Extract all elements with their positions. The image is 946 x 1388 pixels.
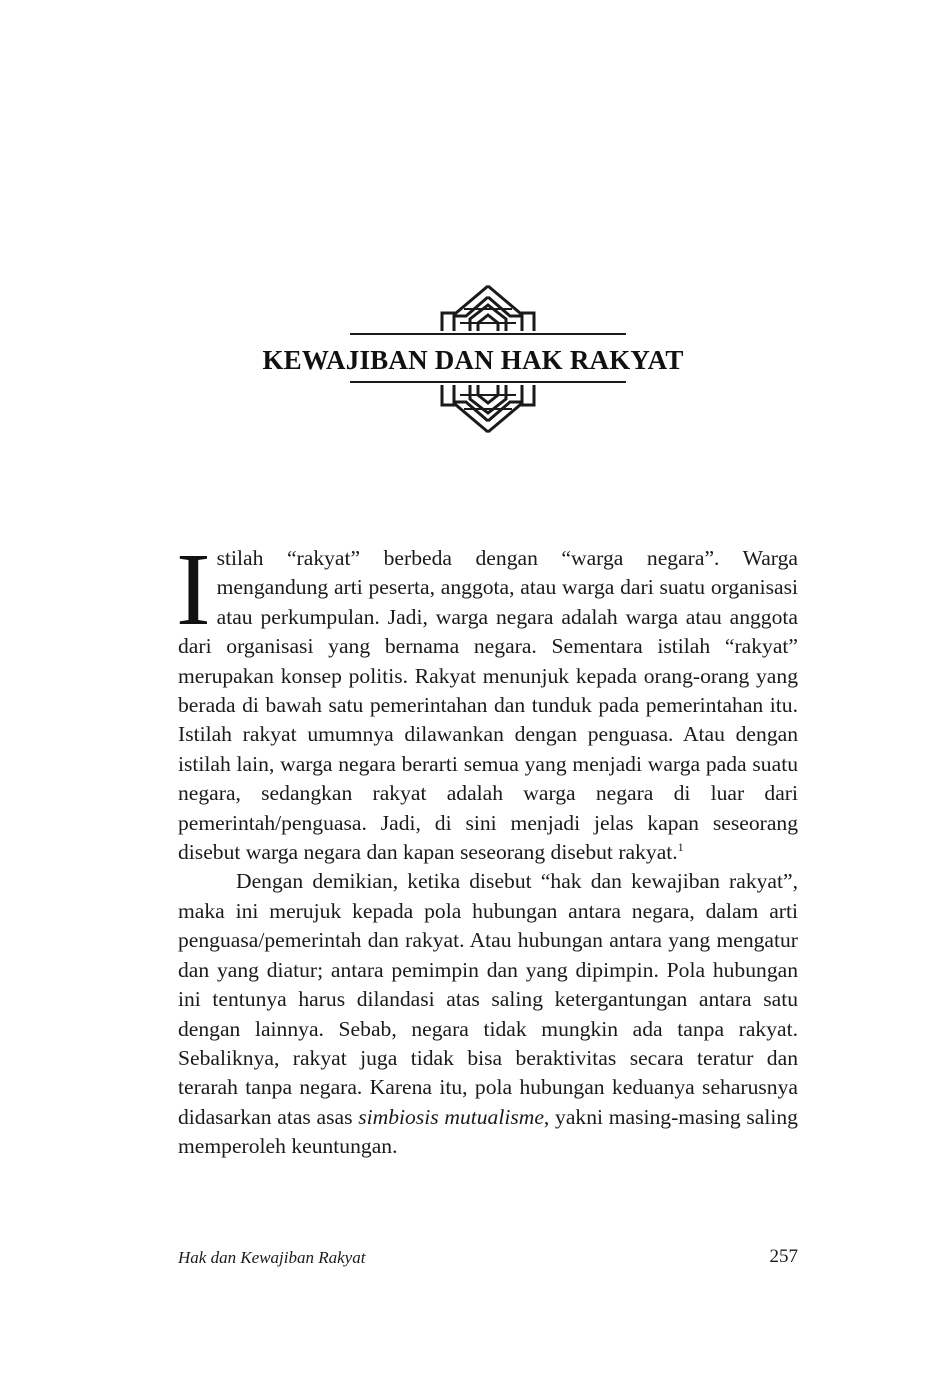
paragraph-2-text: Dengan demikian, ketika disebut “hak dan kewajiban rakyat”, maka ini merujuk kepada pola hubungan antara negara, dalam arti penguasa/pemerintah dan rakyat. Atau hubungan antara yang mengatur dan yang diatur; antara pemimpin dan yang dipimpin. Pola hubungan ini tentunya harus dilandasi atas saling ketergantungan antara satu dengan lainnya. Sebab, negara tidak mungkin ada tanpa rakyat. Sebaliknya, rakyat juga tidak bisa beraktivitas secara teratur dan terarah tanpa negara. Karena itu, pola hubungan keduanya seharusnya didasarkan atas asas (178, 869, 798, 1129)
paragraph-2-italic-term: simbiosis mutualisme (358, 1104, 544, 1129)
footnote-reference[interactable]: 1 (677, 840, 684, 855)
page-number: 257 (769, 1246, 798, 1267)
chapter-title: KEWAJIBAN DAN HAK RAKYAT (262, 345, 684, 375)
drop-cap: I (176, 532, 211, 647)
paragraph-2-end: , yakni masing-masing saling memperoleh keuntungan. (178, 1104, 798, 1159)
body-text (176, 532, 798, 1162)
bottom-knot (442, 385, 534, 432)
paragraph-1 (176, 532, 798, 867)
top-knot (442, 286, 534, 331)
running-footer-title: Hak dan Kewajiban Rakyat (178, 1248, 366, 1267)
paragraph-1-text: stilah “rakyat” berbeda dengan “warga negara”. Warga mengandung arti peserta, anggota, atau warga dari suatu organisasi atau perkumpulan. Jadi, warga negara adalah warga atau anggota dari organisasi yang bernama negara. Sementara istilah “rakyat” merupakan konsep politis. Rakyat menunjuk kepada orang-orang yang berada di bawah satu pemerintahan dan tunduk pada pemerintahan itu. Istilah rakyat umumnya dilawankan dengan penguasa. Atau dengan istilah lain, warga negara berarti semua yang menjadi warga pada suatu negara, sedangkan rakyat adalah warga negara di luar dari pemerintah/penguasa. Jadi, di sini menjadi jelas kapan seseorang disebut warga negara dan kapan seseorang disebut rakyat. (178, 546, 798, 865)
paragraph-2 (178, 867, 798, 1161)
